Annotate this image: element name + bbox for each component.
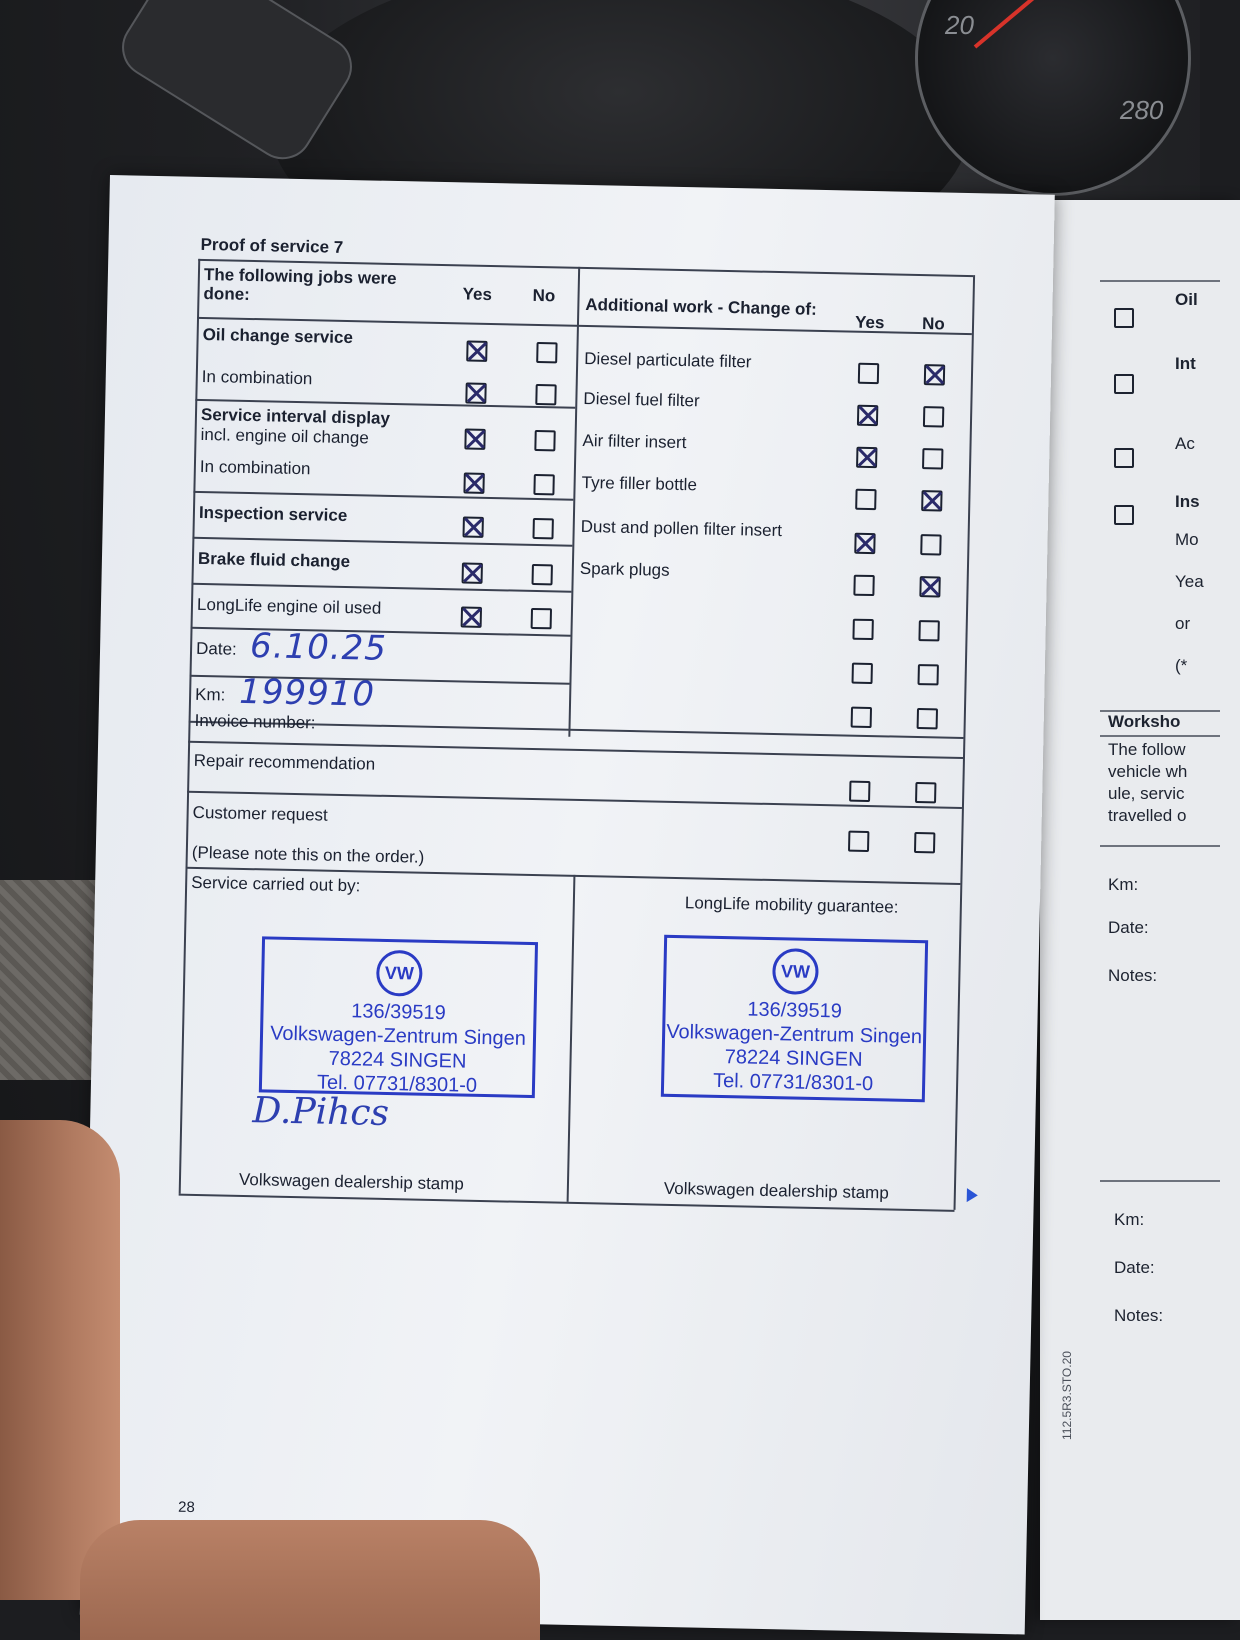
vw-logo-icon: VW: [772, 948, 819, 995]
stamp-line: Volkswagen-Zentrum Singen: [269, 1022, 527, 1050]
additional-no-checkbox[interactable]: [923, 406, 944, 427]
stamp-line: 136/39519: [747, 998, 843, 1023]
additional-yes-checkbox[interactable]: [856, 447, 877, 468]
jobs-yes-header: Yes: [462, 284, 493, 305]
job-no-checkbox[interactable]: [531, 608, 552, 629]
right-page-item: Ins: [1175, 492, 1200, 511]
right-page-km-label-2: Km:: [1114, 1210, 1145, 1229]
date-label: Date:: [195, 638, 237, 659]
right-page-workshop-title: Worksho: [1108, 712, 1181, 731]
invoice-label: Invoice number:: [194, 710, 316, 733]
stamp-line: 78224 SINGEN: [328, 1047, 467, 1073]
job-yes-checkbox[interactable]: [464, 428, 485, 449]
hand: [0, 1120, 120, 1600]
right-page-line: [1100, 735, 1220, 737]
additional-no-checkbox[interactable]: [921, 490, 942, 511]
dealer-stamp-left: [259, 936, 538, 1098]
additional-no-checkbox[interactable]: [924, 364, 945, 385]
jobs-header: The following jobs were done:: [203, 264, 397, 304]
job-label: Inspection service: [198, 502, 348, 526]
additional-no-checkbox[interactable]: [917, 664, 938, 685]
repair-no-checkbox[interactable]: [915, 782, 936, 803]
right-page-item: Oil: [1175, 290, 1198, 309]
right-page-item: (*: [1175, 656, 1188, 675]
right-page-item: Mo: [1175, 530, 1199, 549]
spine-code: 112.5R3.STO.20: [1060, 1351, 1074, 1440]
service-booklet-page: [80, 175, 1055, 1634]
table-line: [193, 491, 573, 500]
job-yes-checkbox[interactable]: [463, 472, 484, 493]
job-no-checkbox[interactable]: [532, 518, 553, 539]
km-value[interactable]: 199910: [238, 671, 376, 715]
table-line: [191, 583, 571, 592]
gauge-label-280: 280: [1120, 95, 1164, 125]
customer-yes-checkbox[interactable]: [848, 831, 869, 852]
additional-no-checkbox[interactable]: [917, 708, 938, 729]
job-label: Brake fluid change: [197, 548, 351, 572]
job-yes-checkbox[interactable]: [466, 341, 487, 362]
job-yes-checkbox[interactable]: [465, 382, 486, 403]
right-page-item: Int: [1175, 354, 1196, 373]
right-page-workshop-text: vehicle wh: [1108, 762, 1188, 781]
additional-yes-checkbox[interactable]: [851, 707, 872, 728]
thumb: [80, 1520, 540, 1640]
job-yes-checkbox[interactable]: [462, 516, 483, 537]
additional-yes-checkbox[interactable]: [858, 363, 879, 384]
right-page-checkbox: [1114, 448, 1134, 468]
right-page-line: [1100, 280, 1220, 282]
right-page-item: or: [1175, 614, 1191, 633]
additional-yes-checkbox[interactable]: [852, 663, 873, 684]
customer-note: (Please note this on the order.): [191, 842, 425, 867]
customer-label: Customer request: [192, 802, 328, 825]
additional-label: Diesel fuel filter: [583, 388, 700, 411]
additional-label: Diesel particulate filter: [584, 348, 752, 372]
job-label: LongLife engine oil used: [196, 594, 382, 618]
table-line: [568, 267, 579, 737]
additional-label: Dust and pollen filter insert: [580, 516, 783, 541]
right-page-line: [1100, 1180, 1220, 1182]
jobs-no-header: No: [532, 285, 556, 306]
right-page-date-label: Date:: [1108, 918, 1149, 937]
job-label: In combination: [201, 366, 313, 389]
additional-header: Additional work - Change of:: [585, 294, 817, 319]
additional-yes-checkbox[interactable]: [852, 619, 873, 640]
signature: D.Pihcs: [252, 1090, 390, 1135]
additional-label: Air filter insert: [582, 430, 687, 453]
right-page-workshop-text: ule, servic: [1108, 784, 1185, 803]
job-yes-checkbox[interactable]: [461, 606, 482, 627]
additional-yes-checkbox[interactable]: [854, 533, 875, 554]
additional-no-checkbox[interactable]: [919, 576, 940, 597]
job-no-checkbox[interactable]: [534, 430, 555, 451]
stamp-line: 136/39519: [351, 1000, 447, 1025]
date-value[interactable]: 6.10.25: [249, 626, 388, 669]
additional-yes-checkbox[interactable]: [853, 575, 874, 596]
page-title: Proof of service 7: [200, 234, 344, 257]
job-no-checkbox[interactable]: [535, 384, 556, 405]
right-page-workshop-text: travelled o: [1108, 806, 1187, 825]
additional-yes-checkbox[interactable]: [857, 405, 878, 426]
table-line: [192, 537, 572, 546]
additional-yes-checkbox[interactable]: [855, 489, 876, 510]
repair-label: Repair recommendation: [193, 750, 376, 774]
right-page-line: [1100, 845, 1220, 847]
right-page-notes-label: Notes:: [1108, 966, 1158, 985]
right-page-date-label-2: Date:: [1114, 1258, 1155, 1277]
repair-yes-checkbox[interactable]: [849, 781, 870, 802]
stamp-line: Volkswagen-Zentrum Singen: [666, 1020, 923, 1049]
mobility-label: LongLife mobility guarantee:: [684, 893, 899, 917]
next-page-arrow-icon: [967, 1188, 978, 1202]
additional-no-header: No: [921, 314, 945, 334]
right-page-km-label: Km:: [1108, 875, 1139, 894]
stamp-line: Tel. 07731/8301-0: [316, 1071, 478, 1097]
job-no-checkbox[interactable]: [533, 474, 554, 495]
job-no-checkbox[interactable]: [532, 564, 553, 585]
right-page-checkbox: [1114, 308, 1134, 328]
additional-label: Spark plugs: [579, 558, 670, 580]
vw-logo-icon: VW: [376, 950, 423, 997]
service-by-label: Service carried out by:: [191, 872, 361, 896]
customer-no-checkbox[interactable]: [914, 832, 935, 853]
gauge-label-20: 20: [945, 10, 974, 40]
dealer-stamp-right: [661, 935, 928, 1102]
additional-label: Tyre filler bottle: [581, 472, 698, 495]
right-page-checkbox: [1114, 505, 1134, 525]
km-label: Km:: [194, 684, 226, 705]
job-yes-checkbox[interactable]: [462, 562, 483, 583]
right-page-item: Yea: [1175, 572, 1204, 591]
additional-no-checkbox[interactable]: [922, 448, 943, 469]
additional-yes-header: Yes: [854, 312, 885, 333]
table-line: [567, 875, 575, 1202]
job-label: In combination: [199, 456, 311, 479]
stamp-caption-left: Volkswagen dealership stamp: [238, 1169, 465, 1194]
additional-no-checkbox[interactable]: [918, 620, 939, 641]
stamp-line: 78224 SINGEN: [724, 1046, 863, 1071]
job-label: Oil change service: [202, 324, 354, 348]
page-number: 28: [177, 1498, 195, 1517]
job-no-checkbox[interactable]: [536, 342, 557, 363]
table-line: [954, 275, 975, 1210]
stamp-caption-right: Volkswagen dealership stamp: [663, 1178, 889, 1203]
additional-no-checkbox[interactable]: [920, 534, 941, 555]
job-sublabel: incl. engine oil change: [200, 424, 369, 448]
right-page-workshop-text: The follow: [1108, 740, 1186, 759]
job-label: Service interval display: [200, 404, 391, 428]
right-page-checkbox: [1114, 374, 1134, 394]
stamp-line: Tel. 07731/8301-0: [712, 1069, 874, 1096]
right-page-item: Ac: [1175, 434, 1195, 453]
right-page-notes-label-2: Notes:: [1114, 1306, 1164, 1325]
